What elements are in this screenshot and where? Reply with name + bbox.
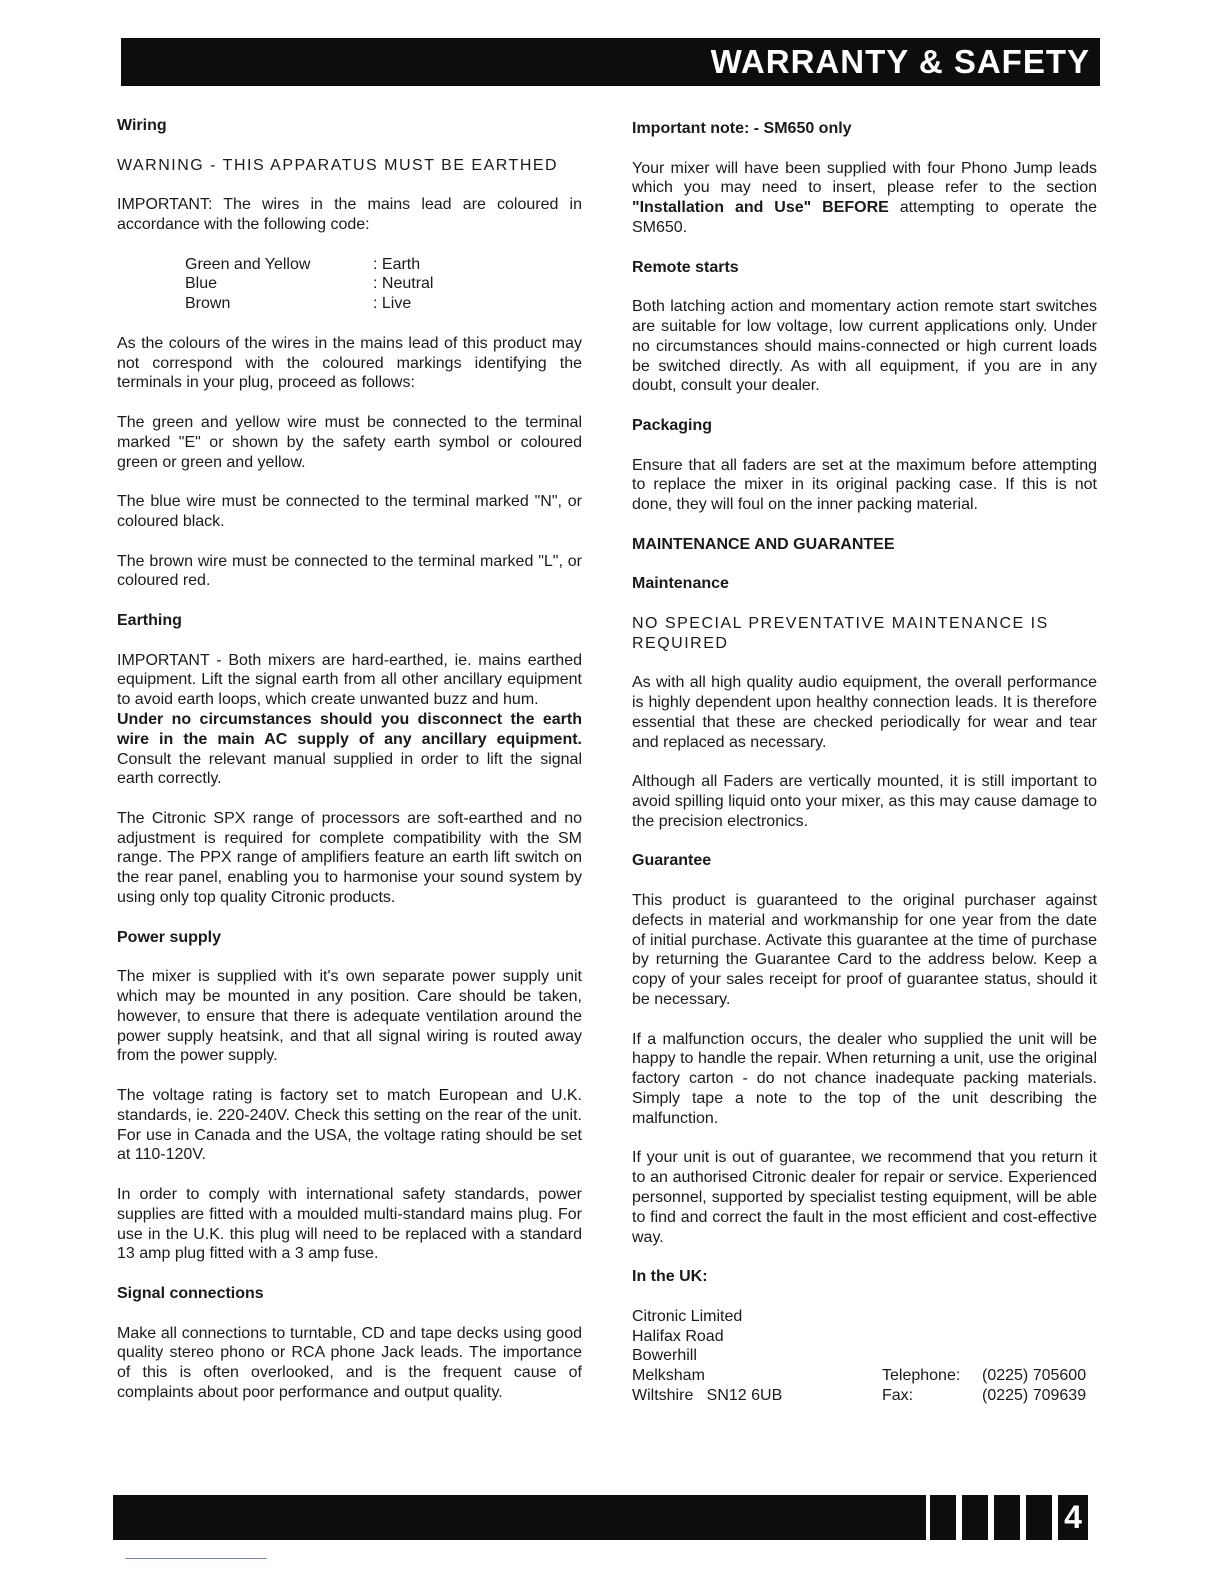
colour-meaning: : Live <box>373 295 412 313</box>
fax-label: Fax: <box>882 1387 914 1404</box>
earthing-heading: Earthing <box>117 611 182 629</box>
address-line: Citronic Limited <box>632 1307 743 1325</box>
colour-code-table <box>185 255 582 314</box>
header-bar <box>121 38 1100 86</box>
postal-address <box>632 1307 882 1406</box>
telephone-number: (0225) 705600 <box>982 1367 1087 1385</box>
address-line: Bowerhill <box>632 1347 697 1365</box>
colour-code-row <box>185 274 582 294</box>
power-supply-paragraph-3: In order to comply with international safety standards, power supplies are fitted with a moulded multi-standard mains plug. For use in the U.K. this plug will need to be replaced with a standard 13 amp plug fitted with a 3 amp fuse. <box>117 1186 582 1263</box>
footer-bar <box>113 1495 926 1540</box>
telephone-row <box>882 1366 1086 1386</box>
power-supply-paragraph-1: The mixer is supplied with it's own separate power supply unit which may be mounted in any position. Care should be taken, however, to ensure that there is adequate ventilation around the power supply heatsink, and that all signal wiring is routed away from the power supply. <box>117 968 582 1065</box>
colour-name: Green and Yellow <box>185 255 311 273</box>
colour-code-row <box>185 294 582 314</box>
note-text-bold: "Installation and Use" BEFORE <box>632 199 889 217</box>
page-number-tabs <box>930 1495 1088 1540</box>
address-line: Melksham <box>632 1367 705 1385</box>
company-address-block <box>632 1307 1097 1406</box>
section-tab <box>930 1495 956 1540</box>
maintenance-heading: Maintenance <box>632 575 729 593</box>
colours-note: As the colours of the wires in the mains lead of this product may not correspond with the coloured markings identifying the terminals in your plug, proceed as follows: <box>117 334 582 392</box>
right-column <box>632 116 1097 1406</box>
maintenance-paragraph-2: As with all high quality audio equipment, the overall performance is highly dependent upon healthy connection leads. It is therefore essential that these are checked periodically for wear and tear and replaced as necessary. <box>632 674 1097 751</box>
maintenance-paragraph-3: Although all Faders are vertically mounted, it is still important to avoid spilling liquid onto your mixer, as this may cause damage to the precision electronics. <box>632 773 1097 830</box>
earthed-warning: WARNING - THIS APPARATUS MUST BE EARTHED <box>117 156 559 174</box>
colour-name: Brown <box>185 295 231 313</box>
earthing-warning-bold: Under no circumstances should you disconnect the earth wire in the main AC supply of any ancillary equipment. <box>117 710 582 748</box>
guarantee-paragraph-3: If your unit is out of guarantee, we recommend that you return it to an authorised Citronic dealer for repair or service. Experienced personnel, supported by specialist testing equipment, will be able to find and correct the fault in the most efficient and cost-effective way. <box>632 1149 1097 1246</box>
wiring-heading: Wiring <box>117 117 167 134</box>
guarantee-paragraph-2: If a malfunction occurs, the dealer who supplied the unit will be happy to handle the repair. When returning a unit, use the original factory carton - do not chance inadequate packing materials. Simply tape a note to the top of the unit describing the malfunction. <box>632 1030 1097 1127</box>
colour-code-row <box>185 255 582 275</box>
brown-wire: The brown wire must be connected to the terminal marked "L", or coloured red. <box>117 552 582 590</box>
earthing-intro: IMPORTANT - Both mixers are hard-earthed, ie. mains earthed equipment. Lift the signal earth from all other ancillary equipment to avoid earth loops, which create unwanted buzz and hum. <box>117 651 582 709</box>
uk-heading: In the UK: <box>632 1268 708 1286</box>
left-column <box>117 116 582 1423</box>
section-tab <box>962 1495 988 1540</box>
important-note-paragraph <box>632 159 1097 238</box>
signal-connections-paragraph: Make all connections to turntable, CD and tape decks using good quality stereo phono or RCA phone Jack leads. The importance of this is often overlooked, and is the frequent cause of complaints about poor performance and output quality. <box>117 1324 582 1401</box>
section-tab <box>1026 1495 1052 1540</box>
green-yellow-wire: The green and yellow wire must be connected to the terminal marked "E" or shown by the safety earth symbol or coloured green or green and yellow. <box>117 413 582 471</box>
colour-meaning: : Earth <box>373 255 421 273</box>
colour-code-intro: IMPORTANT: The wires in the mains lead are coloured in accordance with the following code: <box>117 196 582 233</box>
telephone-label: Telephone: <box>882 1367 961 1385</box>
important-note-heading: Important note: - SM650 only <box>632 120 852 137</box>
earthing-warning-rest: Consult the relevant manual supplied in order to lift the signal earth correctly. <box>117 750 582 788</box>
signal-connections-heading: Signal connections <box>117 1285 264 1303</box>
guarantee-heading: Guarantee <box>632 852 712 870</box>
footer-rule <box>125 1558 267 1559</box>
remote-starts-paragraph: Both latching action and momentary action remote start switches are suitable for low voltage, low current applications only. Under no circumstances should mains-connected or high current loads be switched directly. As with all equipment, if you are in any doubt, consult your dealer. <box>632 298 1097 395</box>
earthing-paragraph-2: The Citronic SPX range of processors are soft-earthed and no adjustment is required for complete compatibility with the SM range. The PPX range of amplifiers feature an earth lift switch on the rear panel, enabling you to harmonise your sound system by using only top quality Citronic products. <box>117 809 582 907</box>
earthing-paragraph-1 <box>117 651 582 710</box>
colour-name: Blue <box>185 275 218 293</box>
page-title: WARRANTY & SAFETY <box>710 43 1090 80</box>
contact-numbers <box>882 1307 1086 1406</box>
power-supply-heading: Power supply <box>117 928 222 946</box>
packaging-heading: Packaging <box>632 416 713 434</box>
packaging-paragraph: Ensure that all faders are set at the maximum before attempting to replace the mixer in its original packing case. If this is not done, they will foul on the inner packing material. <box>632 456 1097 514</box>
guarantee-paragraph-1: This product is guaranteed to the original purchaser against defects in material and workmanship for one year from the date of initial purchase. Activate this guarantee at the time of purchase by returning the Guarantee Card to the address below. Keep a copy of your sales receipt for proof of guarantee status, should it be necessary. <box>632 892 1097 1009</box>
colour-meaning: : Neutral <box>373 275 434 293</box>
fax-row <box>882 1386 1086 1406</box>
maintenance-guarantee-heading: MAINTENANCE AND GUARANTEE <box>632 535 895 553</box>
fax-number: (0225) 709639 <box>982 1387 1087 1404</box>
note-text-a: Your mixer will have been supplied with four Phono Jump leads which you may need to insert, please refer to the section <box>632 159 1097 197</box>
earthing-warning-paragraph <box>117 710 582 789</box>
maintenance-notice: NO SPECIAL PREVENTATIVE MAINTENANCE IS REQUIRED <box>632 614 1049 652</box>
note-text-c: attempting to operate the SM650. <box>632 199 1097 236</box>
blue-wire: The blue wire must be connected to the terminal marked "N", or coloured black. <box>117 493 582 530</box>
address-line: Wiltshire SN12 6UB <box>632 1387 783 1404</box>
page-number: 4 <box>1058 1495 1088 1540</box>
address-line: Halifax Road <box>632 1327 724 1345</box>
power-supply-paragraph-2: The voltage rating is factory set to match European and U.K. standards, ie. 220-240V. Check this setting on the rear of the unit. For use in Canada and the USA, the voltage rating should be set at 110-120V. <box>117 1087 582 1164</box>
remote-starts-heading: Remote starts <box>632 258 739 276</box>
section-tab <box>994 1495 1020 1540</box>
